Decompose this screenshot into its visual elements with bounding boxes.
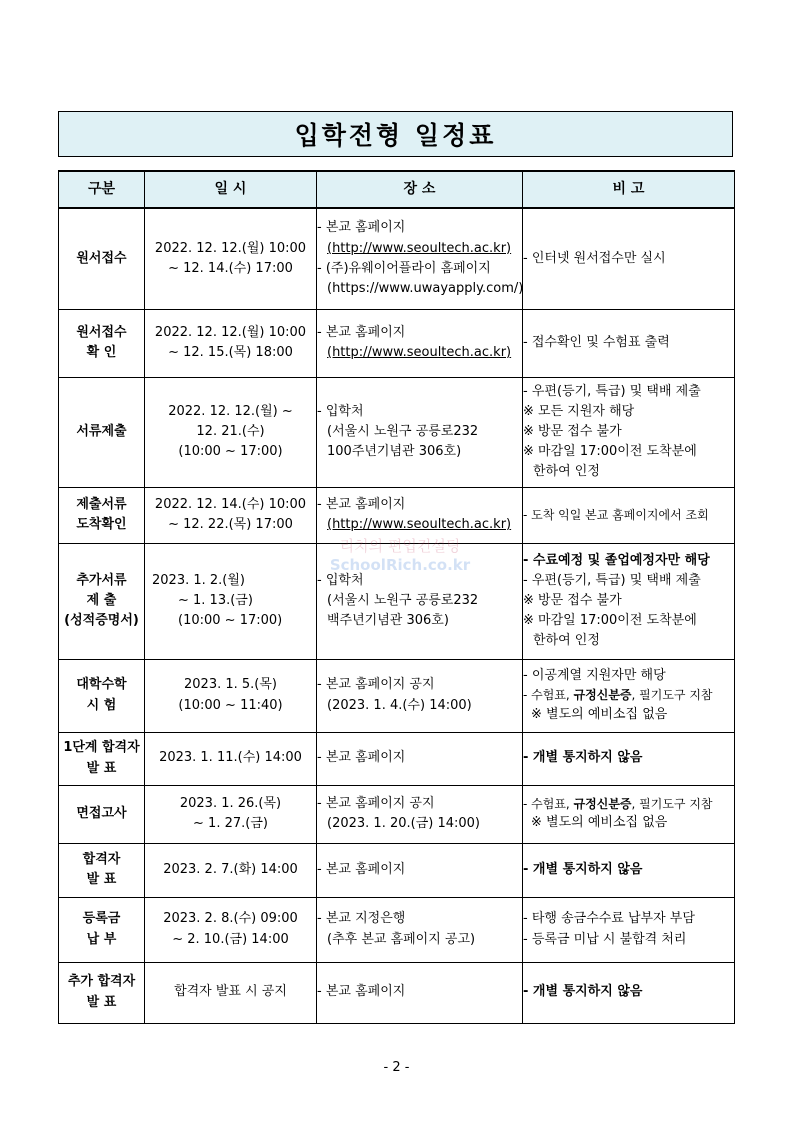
row-date: 2023. 1. 5.(목) (10:00 ~ 11:40) <box>145 659 317 732</box>
watermark-line1: 리치의 편입컨설팅 <box>339 537 461 555</box>
row-category: 원서접수 <box>59 208 145 309</box>
table-row <box>59 543 735 659</box>
row-category: 면접고사 <box>59 785 145 843</box>
row-date: 2023. 1. 2.(월) ~ 1. 13.(금) (10:00 ~ 17:00) <box>145 543 317 659</box>
header-note: 비 고 <box>523 171 735 208</box>
row-date: 2023. 1. 26.(목) ~ 1. 27.(금) <box>145 785 317 843</box>
seoultech-link[interactable]: (http://www.seoultech.ac.kr) <box>327 345 512 360</box>
table-header-row <box>59 171 735 208</box>
uwayapply-link[interactable]: (https://www.uwayapply.com/) <box>327 280 524 296</box>
row-note: - 인터넷 원서접수만 실시 <box>523 208 735 309</box>
table-row <box>59 962 735 1023</box>
row-note: - 접수확인 및 수험표 출력 <box>523 309 735 377</box>
row-note: - 도착 익일 본교 홈페이지에서 조회 <box>523 487 735 543</box>
row-category: 제출서류 도착확인 <box>59 487 145 543</box>
row-category: 원서접수 확 인 <box>59 309 145 377</box>
row-note: - 수료예정 및 졸업예정자만 해당 - 우편(등기, 특급) 및 택배 제출 ※ 방문 접수 불가 ※ 마감일 17:00이전 도착분에 한하여 인정 <box>523 543 735 659</box>
row-place: - 본교 홈페이지 (http://www.seoultech.ac.kr) <box>317 309 523 377</box>
row-place: - 입학처 (서울시 노원구 공릉로232 백주년기념관 306호) <box>317 543 523 659</box>
row-date: 2023. 1. 11.(수) 14:00 <box>145 732 317 785</box>
header-place: 장 소 <box>317 171 523 208</box>
row-place: - 본교 홈페이지 공지 (2023. 1. 4.(수) 14:00) <box>317 659 523 732</box>
row-category: 합격자 발 표 <box>59 843 145 897</box>
row-category: 대학수학 시 험 <box>59 659 145 732</box>
row-note: - 개별 통지하지 않음 <box>523 843 735 897</box>
watermark-line2: SchoolRich.co.kr <box>329 556 471 574</box>
row-date: 2022. 12. 12.(월) 10:00 ~ 12. 15.(목) 18:00 <box>145 309 317 377</box>
table-row <box>59 843 735 897</box>
row-date: 2022. 12. 12.(월) 10:00 ~ 12. 14.(수) 17:00 <box>145 208 317 309</box>
header-date: 일 시 <box>145 171 317 208</box>
header-category: 구분 <box>59 171 145 208</box>
table-row <box>59 309 735 377</box>
row-place: - 본교 홈페이지 <box>317 843 523 897</box>
row-place: - 본교 지정은행 (추후 본교 홈페이지 공고) <box>317 897 523 962</box>
row-note: - 우편(등기, 특급) 및 택배 제출 ※ 모든 지원자 해당 ※ 방문 접수 불가 ※ 마감일 17:00이전 도착분에 한하여 인정 <box>523 377 735 487</box>
seoultech-link[interactable]: (http://www.seoultech.ac.kr) <box>327 240 512 256</box>
table-row <box>59 785 735 843</box>
row-place: - 본교 홈페이지 (http://www.seoultech.ac.kr) - (주)유웨이어플라이 홈페이지 (https://www.uwayapply.com/) <box>317 208 523 309</box>
row-note: - 개별 통지하지 않음 <box>523 732 735 785</box>
row-place: - 입학처 (서울시 노원구 공릉로232 100주년기념관 306호) <box>317 377 523 487</box>
table-row <box>59 732 735 785</box>
row-note: - 이공계열 지원자만 해당 - 수험표, 규정신분증, 필기도구 지참 ※ 별도의 예비소집 없음 <box>523 659 735 732</box>
row-place: - 본교 홈페이지 <box>317 962 523 1023</box>
seoultech-link[interactable]: (http://www.seoultech.ac.kr) <box>327 517 512 532</box>
row-place: - 본교 홈페이지 공지 (2023. 1. 20.(금) 14:00) <box>317 785 523 843</box>
table-row <box>59 659 735 732</box>
page-title: 입학전형 일정표 <box>294 121 497 150</box>
row-category: 서류제출 <box>59 377 145 487</box>
row-note: - 개별 통지하지 않음 <box>523 962 735 1023</box>
page-number: - 2 - <box>383 1060 410 1075</box>
row-note: - 수험표, 규정신분증, 필기도구 지참 ※ 별도의 예비소집 없음 <box>523 785 735 843</box>
row-category: 추가서류 제 출 (성적증명서) <box>59 543 145 659</box>
row-note: - 타행 송금수수료 납부자 부담 - 등록금 미납 시 불합격 처리 <box>523 897 735 962</box>
row-place: - 본교 홈페이지 <box>317 732 523 785</box>
row-date: 2022. 12. 12.(월) ~ 12. 21.(수) (10:00 ~ 17:00) <box>145 377 317 487</box>
row-date: 2022. 12. 14.(수) 10:00 ~ 12. 22.(목) 17:00 <box>145 487 317 543</box>
admission-schedule-table <box>58 170 735 1024</box>
table-row <box>59 377 735 487</box>
table-row <box>59 487 735 543</box>
row-category: 등록금 납 부 <box>59 897 145 962</box>
row-date: 2023. 2. 7.(화) 14:00 <box>145 843 317 897</box>
row-category: 추가 합격자 발 표 <box>59 962 145 1023</box>
row-category: 1단계 합격자 발 표 <box>59 732 145 785</box>
row-place: - 본교 홈페이지 (http://www.seoultech.ac.kr) <box>317 487 523 543</box>
table-row <box>59 897 735 962</box>
page-title-box <box>58 111 733 157</box>
row-date: 2023. 2. 8.(수) 09:00 ~ 2. 10.(금) 14:00 <box>145 897 317 962</box>
table-row <box>59 208 735 309</box>
row-date: 합격자 발표 시 공지 <box>145 962 317 1023</box>
